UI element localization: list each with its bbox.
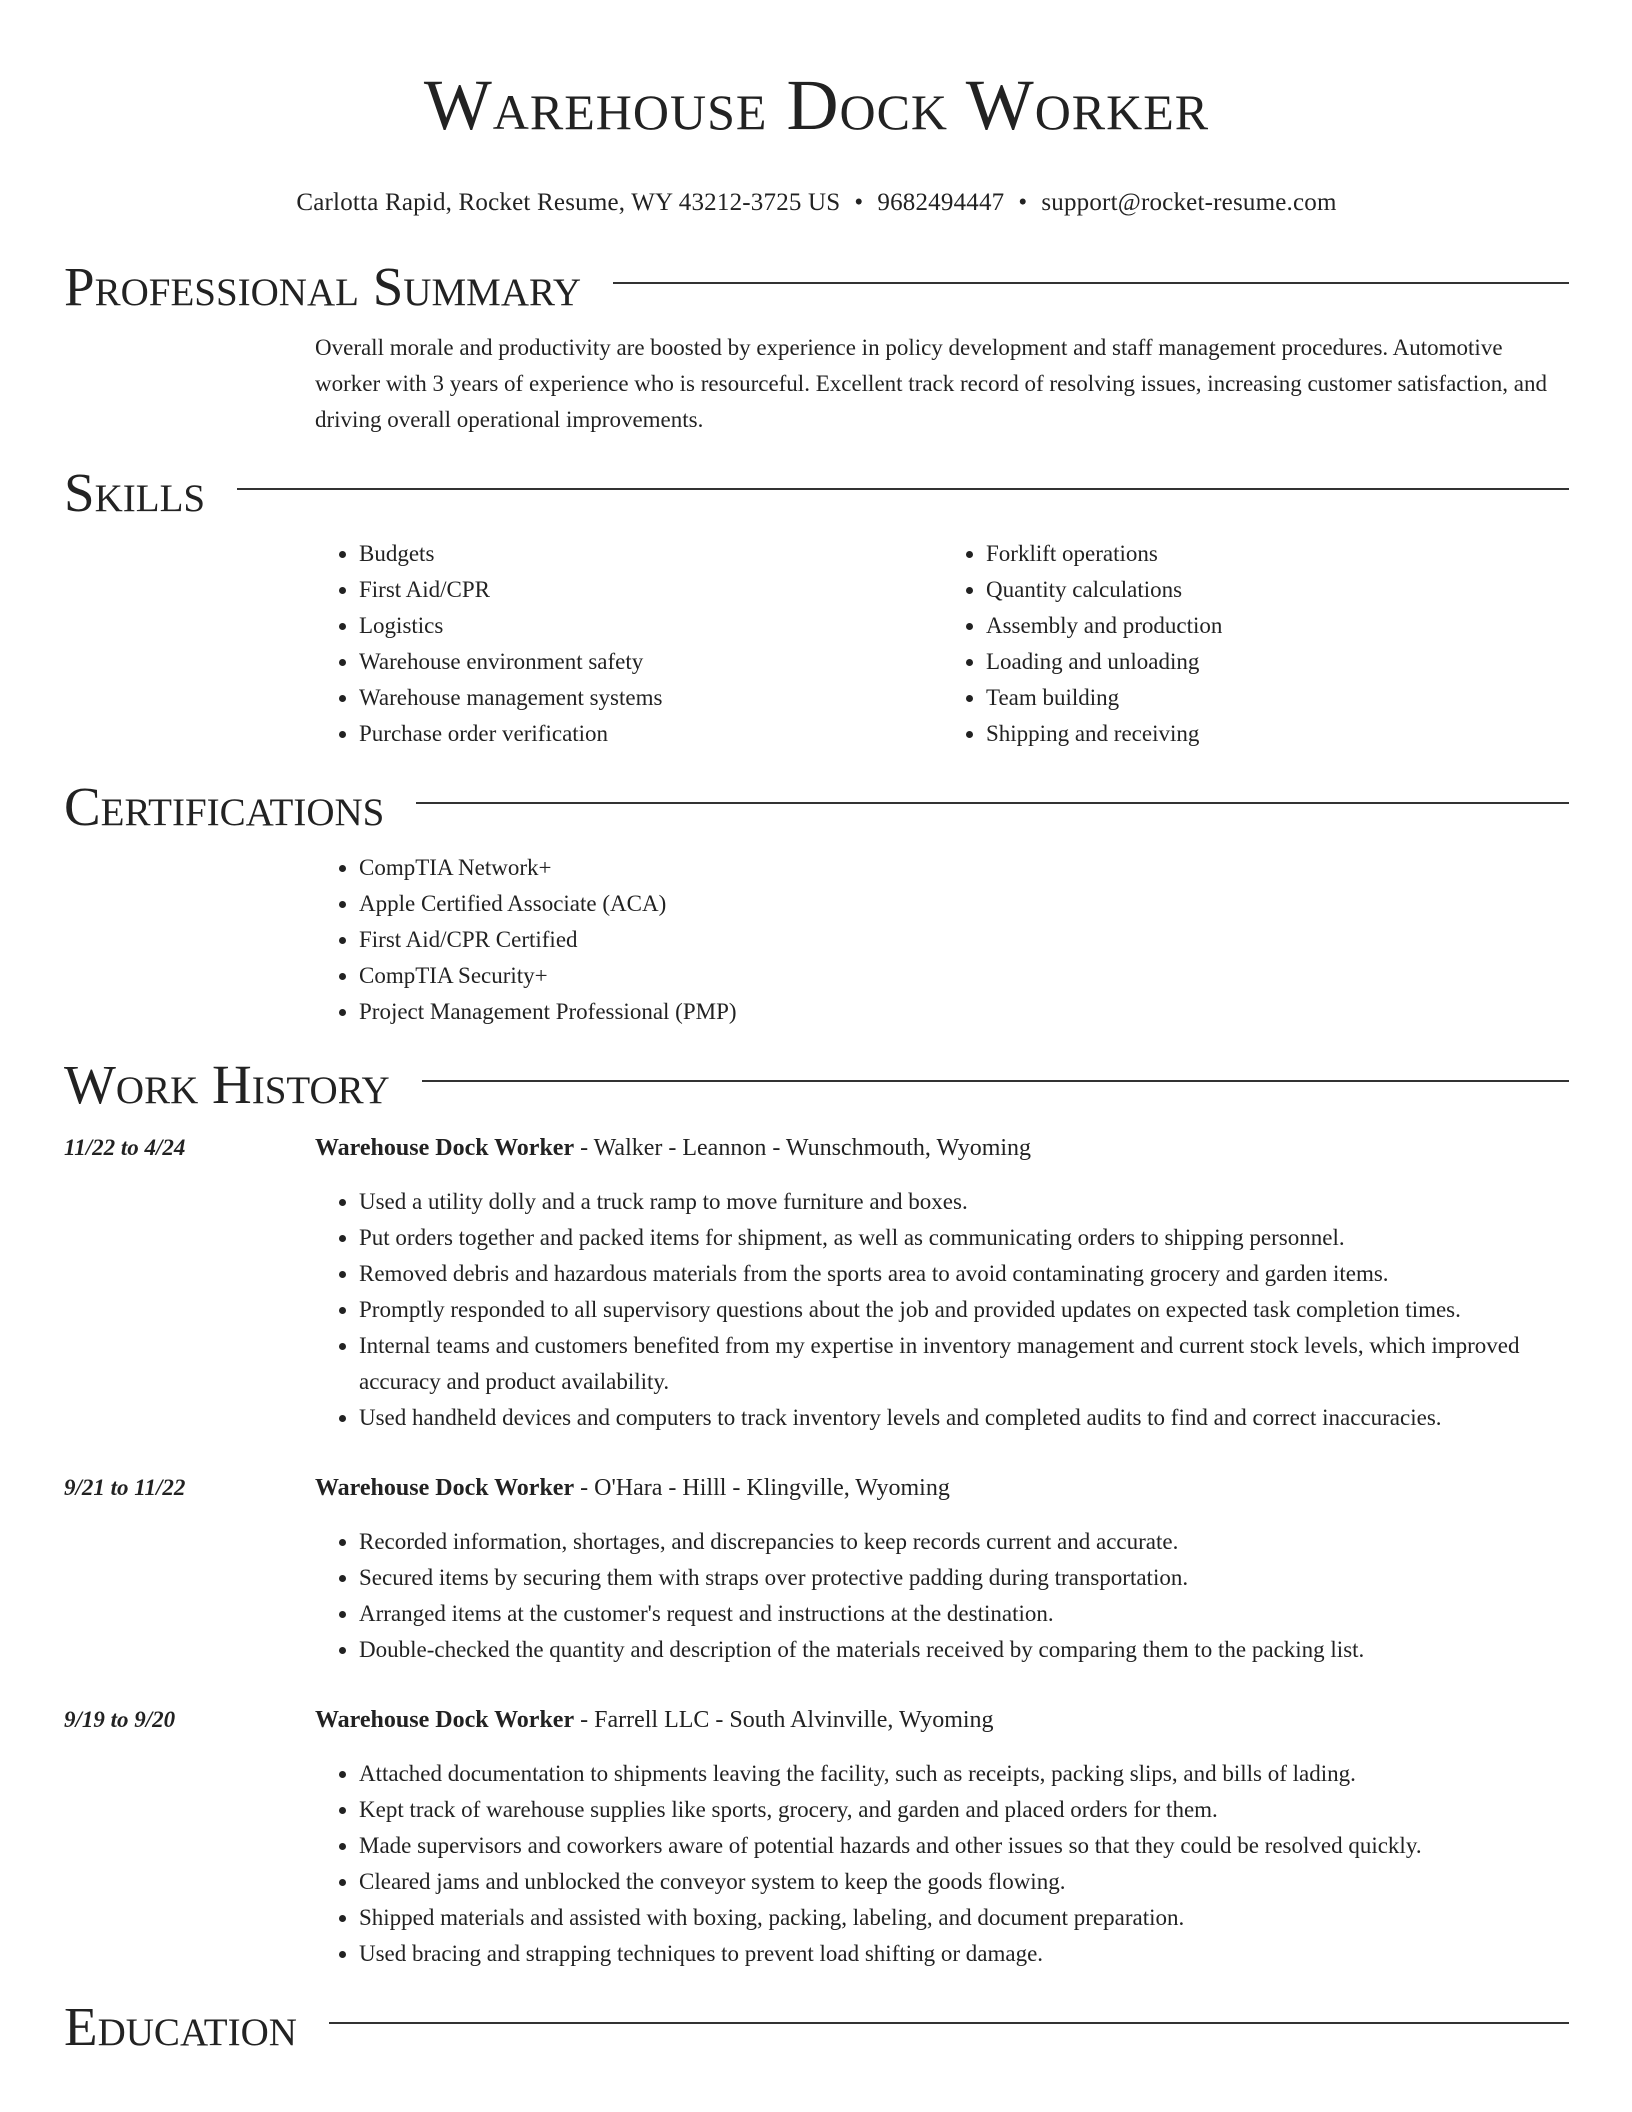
skills-column-right [942,536,1569,752]
job-bullet: • Kept track of warehouse supplies like sports, grocery, and garden and placed orders for them. [359,1792,1569,1828]
summary-text: Overall morale and productivity are boosted by experience in policy development and staff management procedures. Automotive worker with 3 years of experience who is resourceful. Excellent track record of resolving issues, increasing customer satisfaction, and driving overall operational improvements. [315,335,1547,432]
section-divider [237,488,1569,490]
skill-item: • Loading and unloading [986,644,1569,680]
skills-heading: Skills [64,462,206,523]
job-title: Warehouse Dock Worker [315,1135,575,1161]
job-bullet: • Promptly responded to all supervisory questions about the job and provided updates on expected task completion times. [359,1292,1569,1328]
certifications-section-header [64,776,1569,838]
skill-item: • Budgets [359,536,942,572]
summary-section-header [64,256,1569,318]
skill-item: • Warehouse environment safety [359,644,942,680]
certification-item: • First Aid/CPR Certified [359,922,1569,958]
skill-item: • Forklift operations [986,536,1569,572]
contact-phone: 9682494447 [877,189,1005,216]
summary-body [315,330,1569,438]
skill-item: • Shipping and receiving [986,716,1569,752]
work-history-section-header [64,1054,1569,1116]
job-dates: 9/19 to 9/20 [64,1707,176,1732]
job-heading [315,1130,1569,1166]
skill-item: • Assembly and production [986,608,1569,644]
job-body [315,1470,1569,1668]
contact-separator: • [1018,189,1028,216]
job-bullet: • Used bracing and strapping techniques to prevent load shifting or damage. [359,1936,1569,1972]
job-body [315,1702,1569,1972]
skill-item: • Purchase order verification [359,716,942,752]
job-title: Warehouse Dock Worker [315,1707,575,1733]
skill-item: • Team building [986,680,1569,716]
job-entry [64,1470,1569,1668]
job-bullet: • Put orders together and packed items for shipment, as well as communicating orders to shipping personnel. [359,1220,1569,1256]
job-bullet: • Made supervisors and coworkers aware of potential hazards and other issues so that they could be resolved quickly. [359,1828,1569,1864]
job-bullet: • Cleared jams and unblocked the conveyor system to keep the goods flowing. [359,1864,1569,1900]
job-bullet: • Attached documentation to shipments leaving the facility, such as receipts, packing slips, and bills of lading. [359,1756,1569,1792]
job-bullets [315,1524,1569,1668]
certifications-bullets [315,850,1569,1030]
certification-item: • CompTIA Network+ [359,850,1569,886]
job-bullet: • Internal teams and customers benefited from my expertise in inventory management and current stock levels, which improved accuracy and product availability. [359,1328,1569,1400]
certifications-heading: Certifications [64,776,385,837]
certifications-list [315,850,1569,1030]
skills-section-header [64,462,1569,524]
contact-separator: • [854,189,864,216]
section-divider [422,1080,1569,1082]
skill-item: • Warehouse management systems [359,680,942,716]
education-section-header [64,1996,1569,2058]
job-employer: - Farrell LLC - South Alvinville, Wyoming [574,1707,994,1733]
job-bullets [315,1184,1569,1436]
job-heading [315,1702,1569,1738]
skill-item: • Logistics [359,608,942,644]
section-divider [329,2022,1569,2024]
job-heading [315,1470,1569,1506]
summary-heading: Professional Summary [64,256,582,317]
job-entry [64,1702,1569,1972]
education-heading: Education [64,1996,297,2057]
contact-address: Carlotta Rapid, Rocket Resume, WY 43212-3725 US [296,189,841,216]
job-entry [64,1130,1569,1436]
job-employer: - Walker - Leannon - Wunschmouth, Wyoming [574,1135,1032,1161]
section-divider [416,802,1569,804]
job-bullet: • Removed debris and hazardous materials from the sports area to avoid contaminating grocery and garden items. [359,1256,1569,1292]
job-bullets [315,1756,1569,1972]
job-bullet: • Arranged items at the customer's request and instructions at the destination. [359,1596,1569,1632]
job-bullet: • Shipped materials and assisted with boxing, packing, labeling, and document preparation. [359,1900,1569,1936]
certification-item: • Project Management Professional (PMP) [359,994,1569,1030]
certification-item: • CompTIA Security+ [359,958,1569,994]
job-dates: 11/22 to 4/24 [64,1135,186,1160]
job-title: Warehouse Dock Worker [315,1475,575,1501]
job-dates: 9/21 to 11/22 [64,1475,186,1500]
job-bullet: • Used handheld devices and computers to track inventory levels and completed audits to find and correct inaccuracies. [359,1400,1569,1436]
certification-item: • Apple Certified Associate (ACA) [359,886,1569,922]
job-bullet: • Secured items by securing them with straps over protective padding during transportation. [359,1560,1569,1596]
job-body [315,1130,1569,1436]
work-history-heading: Work History [64,1054,390,1115]
skill-item: • Quantity calculations [986,572,1569,608]
skills-list [315,536,1569,752]
contact-line [64,188,1569,218]
job-bullet: • Recorded information, shortages, and discrepancies to keep records current and accurate. [359,1524,1569,1560]
job-bullet: • Double-checked the quantity and description of the materials received by comparing them to the packing list. [359,1632,1569,1668]
contact-email: support@rocket-resume.com [1041,189,1337,216]
job-employer: - O'Hara - Hilll - Klingville, Wyoming [574,1475,950,1501]
job-bullet: • Used a utility dolly and a truck ramp to move furniture and boxes. [359,1184,1569,1220]
section-divider [613,282,1569,284]
skill-item: • First Aid/CPR [359,572,942,608]
resume-title: Warehouse Dock Worker [423,65,1210,145]
skills-column-left [315,536,942,752]
